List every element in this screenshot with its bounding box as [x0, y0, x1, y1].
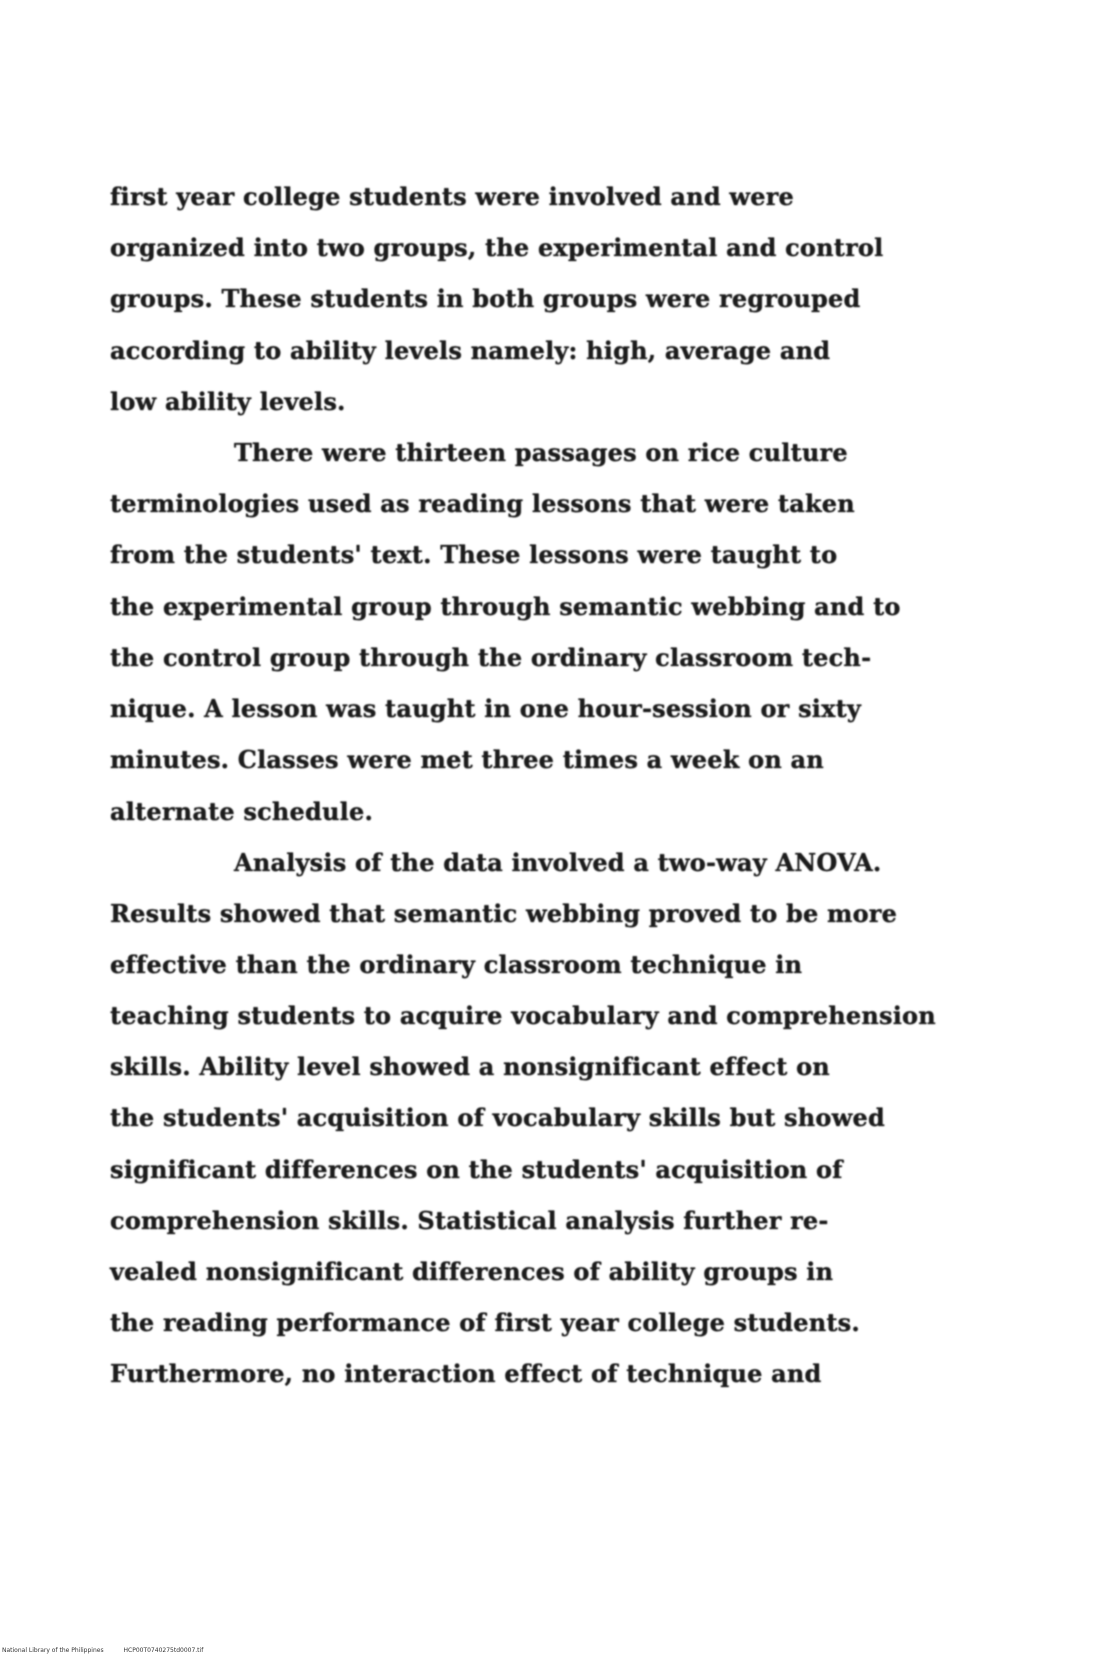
text-line: Analysis of the data involved a two-way ANOVA. [234, 848, 882, 877]
scan-footer [2, 1647, 221, 1654]
text-line: organized into two groups, the experimental and control [110, 233, 884, 262]
text-line: alternate schedule. [110, 797, 373, 826]
text-line: Furthermore, no interaction effect of technique and [110, 1359, 822, 1388]
text-line: the control group through the ordinary classroom tech- [110, 643, 872, 672]
text-line: the students' acquisition of vocabulary skills but showed [110, 1103, 885, 1132]
text-line: minutes. Classes were met three times a week on an [110, 745, 824, 774]
text-line: Results showed that semantic webbing proved to be more [110, 899, 898, 928]
text-line: first year college students were involved and were [110, 182, 795, 211]
text-line: vealed nonsignificant differences of ability groups in [110, 1257, 834, 1286]
text-line: from the students' text. These lessons were taught to [110, 540, 838, 569]
text-line: according to ability levels namely: high, average and [110, 336, 831, 365]
text-line: low ability levels. [110, 387, 346, 416]
footer-file: HCP00T0740275td0007.tif [123, 1647, 204, 1654]
text-line: groups. These students in both groups were regrouped [110, 284, 861, 313]
text-line: effective than the ordinary classroom technique in [110, 950, 803, 979]
text-line: nique. A lesson was taught in one hour-session or sixty [110, 694, 862, 723]
text-line: skills. Ability level showed a nonsignificant effect on [110, 1052, 830, 1081]
text-line: comprehension skills. Statistical analysis further re- [110, 1206, 829, 1235]
footer-library: National Library of the Philippines [2, 1647, 104, 1654]
text-line: There were thirteen passages on rice culture [234, 438, 848, 467]
text-line: terminologies used as reading lessons that were taken [110, 489, 855, 518]
text-line: significant differences on the students' acquisition of [110, 1155, 843, 1184]
text-line: the reading performance of first year college students. [110, 1308, 860, 1337]
text-line: teaching students to acquire vocabulary and comprehension [110, 1001, 936, 1030]
text-line: the experimental group through semantic webbing and to [110, 592, 901, 621]
